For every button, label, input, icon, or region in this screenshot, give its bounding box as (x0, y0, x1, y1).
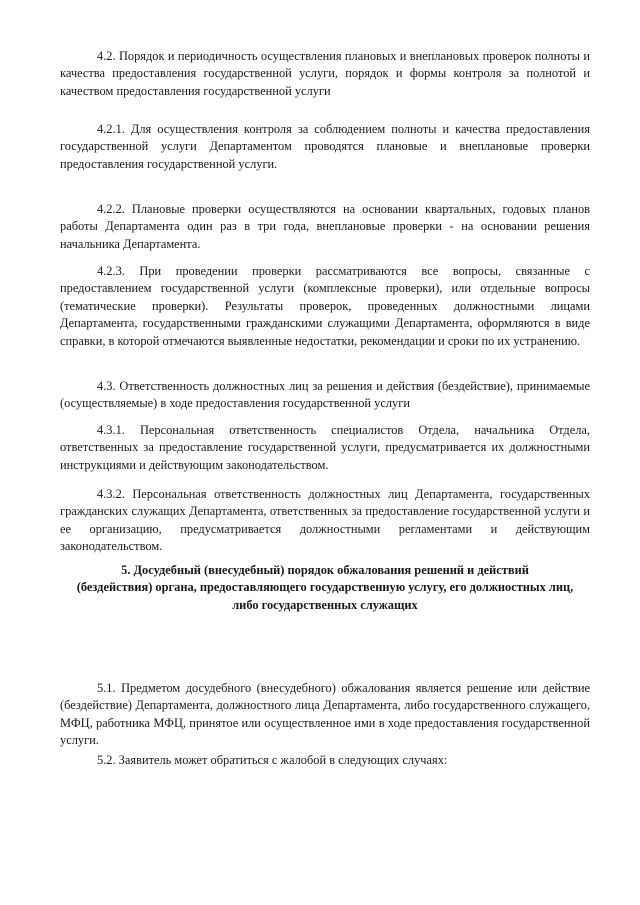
paragraph-4-3-2: 4.3.2. Персональная ответственность должностных лиц Департамента, государственных гражданских служащих Департамента, ответственных за предоставление государственной услуги и ее организацию, предусматривается должностными регламентами и действующим законодательством. (60, 487, 590, 554)
paragraph-5-1: 5.1. Предметом досудебного (внесудебного) обжалования является решение или действие (бездействие) Департамента, должностного лица Департамента, либо государственного служащего, МФЦ, работника МФЦ, принятое или осуществленное ими в ходе предоставления государственной услуги. (60, 681, 590, 748)
paragraph-4-3: 4.3. Ответственность должностных лиц за решения и действия (бездействие), принимаемые (осуществляемые) в ходе предоставления государственной услуги (60, 379, 590, 411)
heading-line-3: либо государственных служащих (232, 597, 418, 612)
paragraph-4-2-3: 4.2.3. При проведении проверки рассматриваются все вопросы, связанные с предоставлением государственной услуги (комплексные проверки), или отдельные вопросы (тематические проверки). Результаты проверок, проведенных должностными лицами Департамента, государственными гражданскими служащими Департамента, оформляются в виде справки, в которой отмечаются выявленные недостатки, рекомендации и сроки по их устранению. (60, 264, 590, 348)
section-5-heading (60, 562, 590, 614)
heading-line-2: (бездействия) органа, предоставляющего государственную услугу, его должностных лиц, (76, 580, 574, 595)
heading-line-1: 5. Досудебный (внесудебный) порядок обжалования решений и действий (121, 563, 529, 577)
paragraph-4-2: 4.2. Порядок и периодичность осуществления плановых и внеплановых проверок полноты и качества предоставления государственной услуги, порядок и формы контроля за полнотой и качеством предоставления государственной услуги (60, 49, 590, 98)
paragraph-4-2-1: 4.2.1. Для осуществления контроля за соблюдением полноты и качества предоставления государственной услуги Департаментом проводятся плановые и внеплановые проверки предоставления государственной услуги. (60, 122, 590, 171)
paragraph-5-2: 5.2. Заявитель может обратиться с жалобой в следующих случаях: (97, 753, 448, 767)
paragraph-4-3-1: 4.3.1. Персональная ответственность специалистов Отдела, начальника Отдела, ответственных за предоставление государственной услуги, предусматривается их должностными инструкциями и действующим законодательством. (60, 423, 590, 472)
paragraph-4-2-2: 4.2.2. Плановые проверки осуществляются на основании квартальных, годовых планов работы Департамента один раз в три года, внеплановые проверки - на основании решения начальника Департамента. (60, 202, 590, 251)
